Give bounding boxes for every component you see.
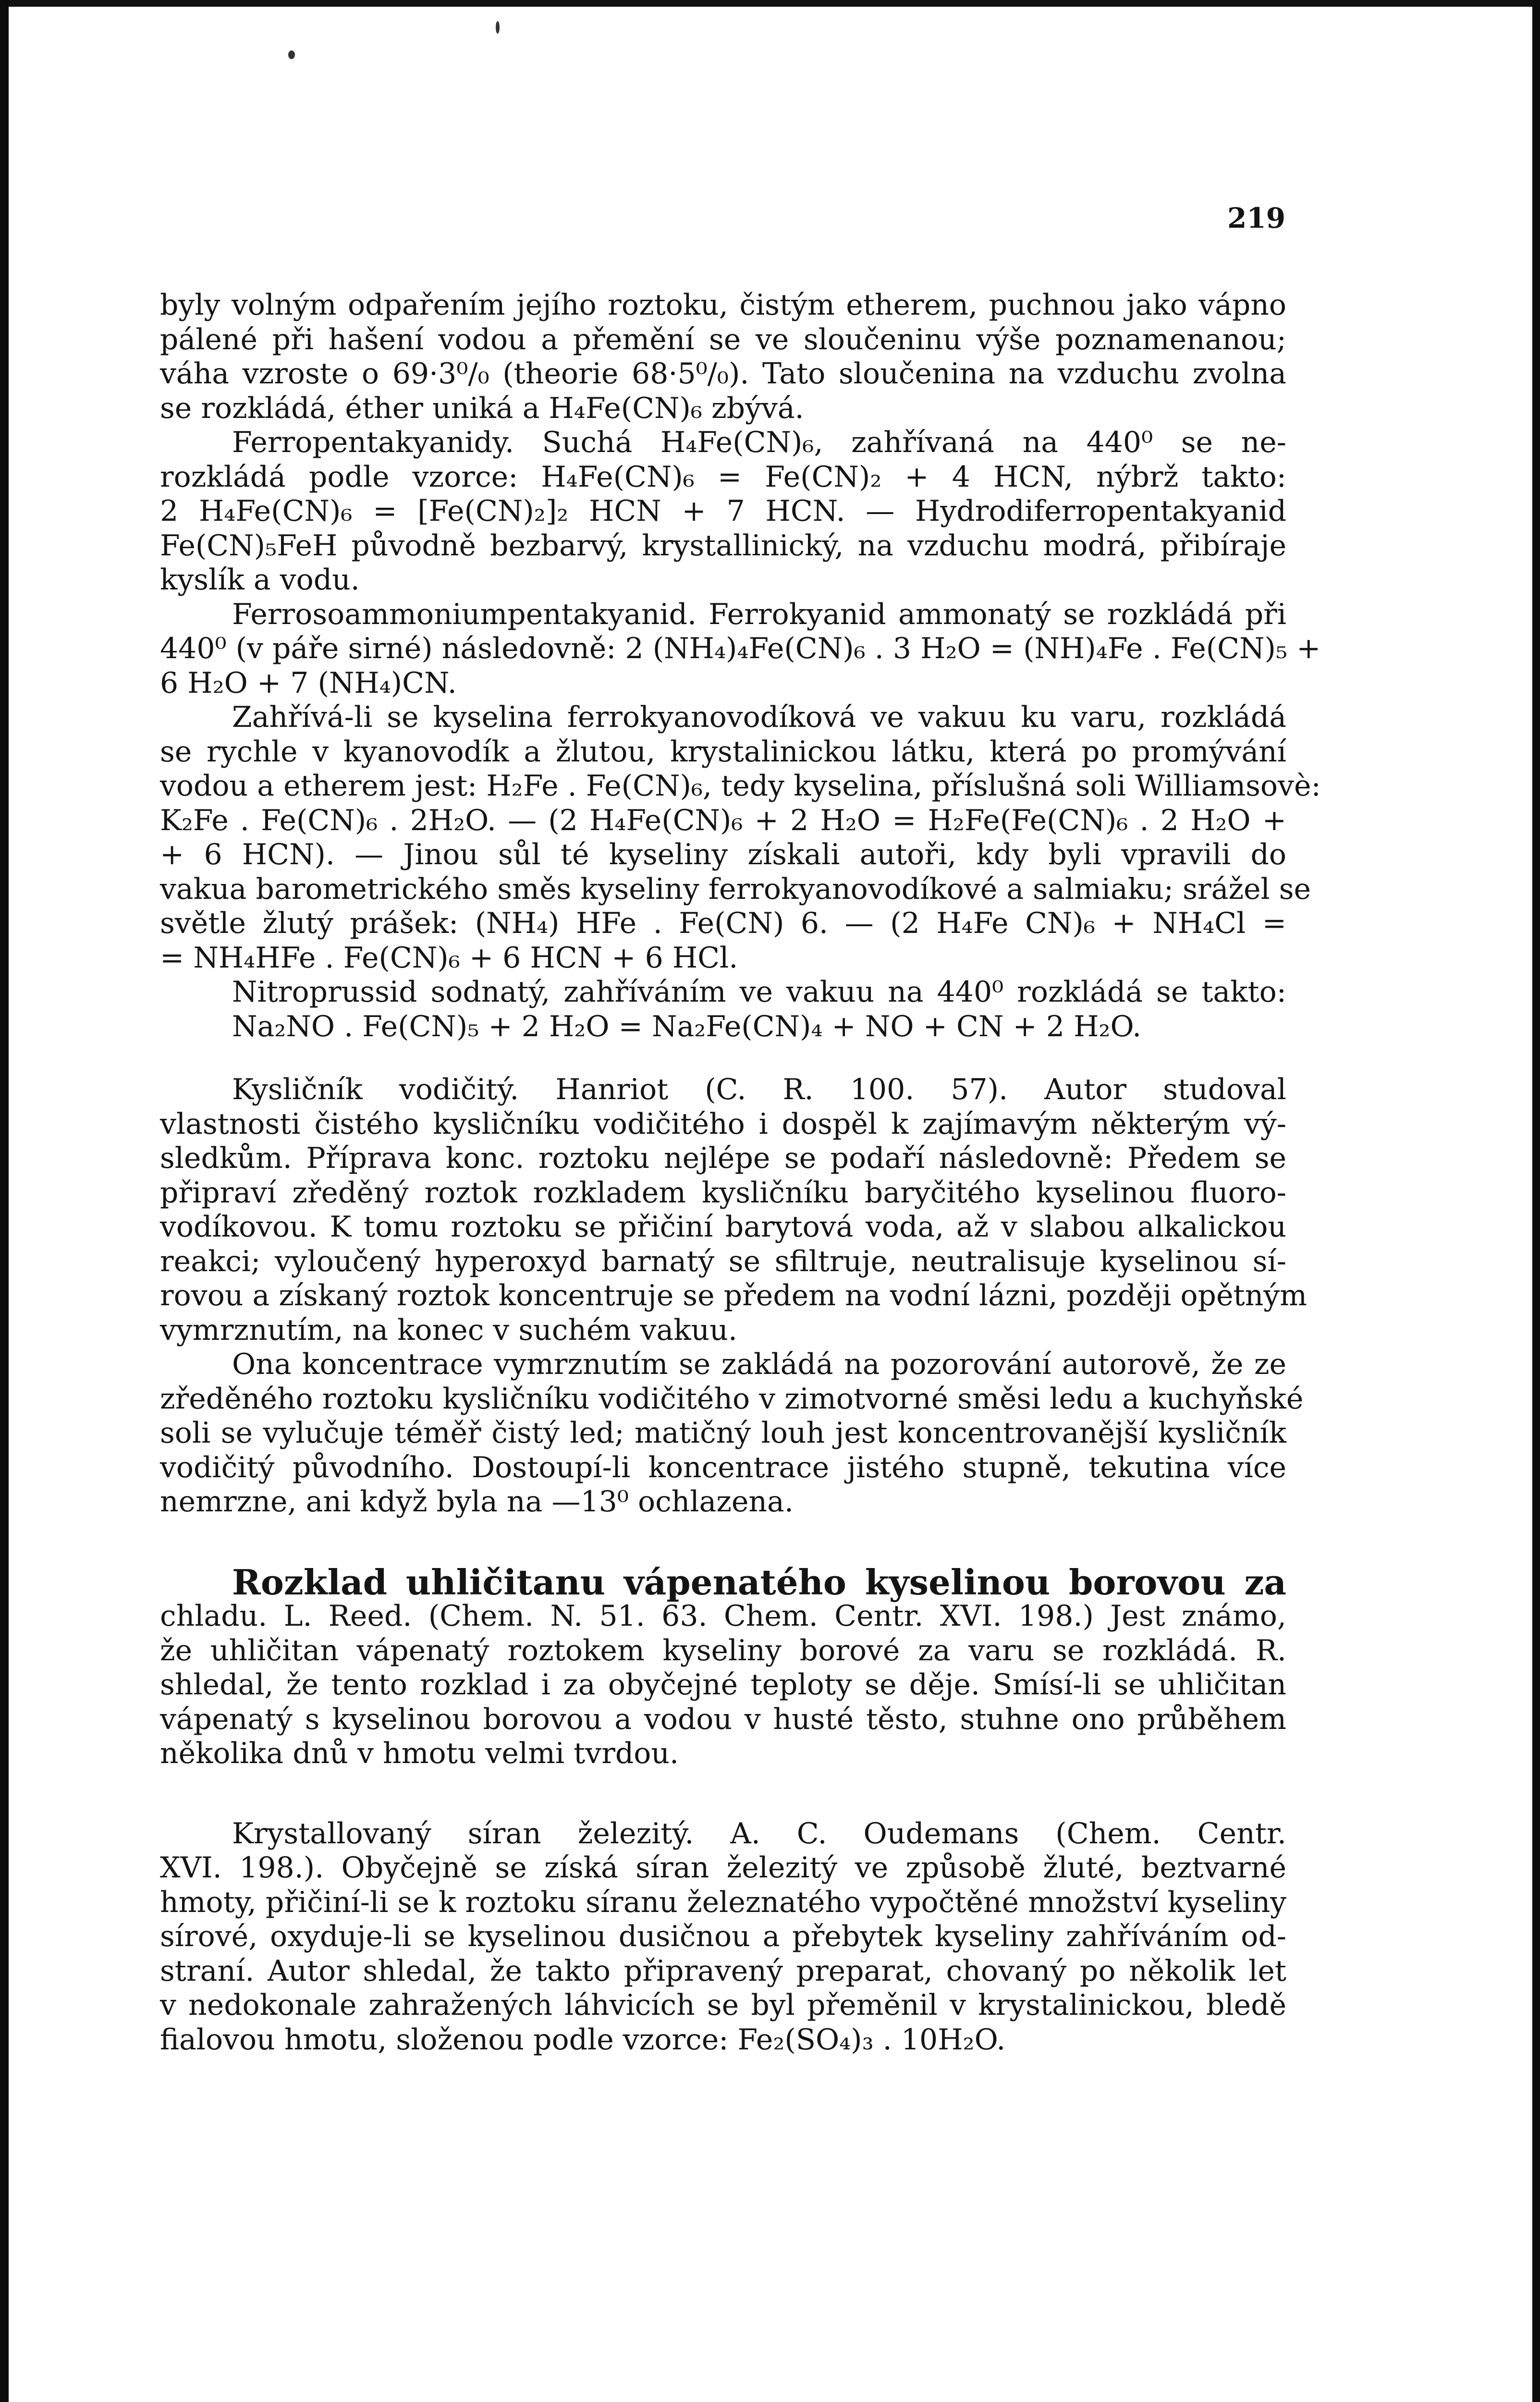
text-line: se rychle v kyanovodík a žlutou, krystalinickou látku, která po promývání bbox=[160, 735, 1286, 769]
text-line: sírové, oxyduje-li se kyselinou dusičnou a přebytek kyseliny zahříváním od- bbox=[160, 1920, 1286, 1953]
text-line: = NH₄HFe . Fe(CN)₆ + 6 HCN + 6 HCl. bbox=[160, 941, 738, 975]
subsection-ferropentakyanidy: Ferropentakyanidy. Suchá H₄Fe(CN)₆, zahřívaná na 440⁰ se ne- bbox=[232, 426, 1286, 459]
text-line: vlastnosti čistého kysličníku vodičitého i dospěl k zajímavým některým vý- bbox=[160, 1107, 1286, 1141]
text-line: vápenatý s kyselinou borovou a vodou v husté těsto, stuhne ono průběhem bbox=[160, 1702, 1286, 1736]
text-line: vodíkovou. K tomu roztoku se přičiní barytová voda, až v slabou alkalickou bbox=[160, 1210, 1286, 1244]
text-line: Fe(CN)₅FeH původně bezbarvý, krystallinický, na vzduchu modrá, přibíraje bbox=[160, 528, 1286, 563]
text-line: pálené při hašení vodou a přemění se ve sloučeninu výše poznamenanou; bbox=[160, 322, 1286, 356]
text-line: několika dnů v hmotu velmi tvrdou. bbox=[160, 1737, 679, 1770]
section-gap bbox=[160, 1771, 1286, 1817]
text-line: se rozkládá, éther uniká a H₄Fe(CN)₆ zbývá. bbox=[160, 391, 804, 425]
text-line: v nedokonale zahražených láhvicích se byl přeměnil v krystalinickou, bledě bbox=[160, 1988, 1286, 2022]
text-line: XVI. 198.). Obyčejně se získá síran železitý ve způsobě žluté, beztvarné bbox=[160, 1851, 1286, 1885]
text-line: Ona koncentrace vymrznutím se zakládá na pozorování autorově, že ze bbox=[232, 1348, 1286, 1381]
text-line: K₂Fe . Fe(CN)₆ . 2H₂O. — (2 H₄Fe(CN)₆ + 2 H₂O = H₂Fe(Fe(CN)₆ . 2 H₂O + bbox=[160, 803, 1286, 837]
text-line: světle žlutý prášek: (NH₄) HFe . Fe(CN) 6. — (2 H₄Fe CN)₆ + NH₄Cl = bbox=[160, 907, 1286, 940]
text-line: vakua barometrického směs kyseliny ferrokyanovodíkové a salmiaku; srážel se bbox=[160, 872, 1311, 906]
subsection-nitroprussid: Nitroprussid sodnatý, zahříváním ve vakuu na 440⁰ rozkládá se takto: bbox=[232, 975, 1286, 1009]
text-line: Zahřívá-li se kyselina ferrokyanovodíková ve vakuu ku varu, rozkládá bbox=[232, 700, 1286, 734]
text-line: byly volným odpařením jejího roztoku, čistým etherem, puchnou jako vápno bbox=[160, 288, 1286, 322]
section-gap bbox=[160, 1044, 1286, 1073]
text-line: + 6 HCN). — Jinou sůl té kyseliny získali autoři, kdy byli vpravili do bbox=[160, 838, 1286, 871]
text-line: vodičitý původního. Dostoupí-li koncentrace jistého stupně, tekutina více bbox=[160, 1450, 1286, 1484]
text-line: připraví zředěný roztok rozkladem kysličníku baryčitého kyselinou fluoro- bbox=[160, 1176, 1286, 1210]
scan-border-left bbox=[0, 0, 9, 2402]
text-line: fialovou hmotu, složenou podle vzorce: Fe₂(SO₄)₃ . 10H₂O. bbox=[160, 2022, 1006, 2057]
text-line: vodou a etherem jest: H₂Fe . Fe(CN)₆, tedy kyselina, příslušná soli Williamsovè: bbox=[160, 769, 1321, 803]
text-line: 440⁰ (v páře sirné) následovně: 2 (NH₄)₄Fe(CN)₆ . 3 H₂O = (NH)₄Fe . Fe(CN)₅ + bbox=[160, 632, 1321, 665]
text-line: zředěného roztoku kysličníku vodičitého v zimotvorné směsi ledu a kuchyňské bbox=[160, 1382, 1304, 1416]
text-line: 2 H₄Fe(CN)₆ = [Fe(CN)₂]₂ HCN + 7 HCN. — Hydrodiferropentakyanid bbox=[160, 494, 1286, 528]
text-line: nemrzne, ani když byla na —13⁰ ochlazena. bbox=[160, 1485, 794, 1519]
text-line: reakci; vyloučený hyperoxyd barnatý se sfiltruje, neutralisuje kyselinou sí- bbox=[160, 1244, 1286, 1278]
text-line: straní. Autor shledal, že takto připravený preparat, chovaný po několik let bbox=[160, 1954, 1286, 1988]
text-line: soli se vylučuje téměř čistý led; matičný louh jest koncentrovanější kysličník bbox=[160, 1416, 1286, 1450]
text-line: rovou a získaný roztok koncentruje se předem na vodní lázni, později opětným bbox=[160, 1279, 1308, 1312]
subsection-ferrosoammoniumpentakyanid: Ferrosoammoniumpentakyanid. Ferrokyanid ammonatý se rozkládá při bbox=[232, 597, 1286, 631]
section-heading-kyslicnik-vodicity: Kysličník vodičitý. Hanriot (C. R. 100. 57). Autor studoval bbox=[232, 1073, 1286, 1106]
text-line: 6 H₂O + 7 (NH₄)CN. bbox=[160, 666, 457, 700]
text-line: kyslík a vodu. bbox=[160, 563, 360, 597]
text-line: rozkládá podle vzorce: H₄Fe(CN)₆ = Fe(CN)₂ + 4 HCN, nýbrž takto: bbox=[160, 460, 1286, 494]
page-body bbox=[160, 288, 1321, 2057]
text-line: že uhličitan vápenatý roztokem kyseliny borové za varu se rozkládá. R. bbox=[160, 1633, 1286, 1667]
section-heading-krystallovany-siran: Krystallovaný síran železitý. A. C. Oudemans (Chem. Centr. bbox=[232, 1816, 1286, 1851]
text-line: váha vzroste o 69·3⁰/₀ (theorie 68·5⁰/₀). Tato sloučenina na vzduchu zvolna bbox=[160, 357, 1286, 391]
scan-speck bbox=[496, 21, 500, 34]
section-heading-rozklad: Rozklad uhličitanu vápenatého kyselinou borovou za bbox=[232, 1561, 1286, 1603]
scan-border-top bbox=[0, 0, 1540, 7]
section-gap bbox=[160, 1520, 1286, 1565]
scan-speck bbox=[288, 50, 295, 59]
formula-line: Na₂NO . Fe(CN)₅ + 2 H₂O = Na₂Fe(CN)₄ + NO + CN + 2 H₂O. bbox=[232, 1009, 1142, 1043]
text-line: vymrznutím, na konec v suchém vakuu. bbox=[160, 1313, 737, 1347]
page-number: 219 bbox=[1227, 202, 1286, 234]
text-line: sledkům. Příprava konc. roztoku nejlépe se podaří následovně: Předem se bbox=[160, 1141, 1286, 1175]
text-line: hmoty, přičiní-li se k roztoku síranu železnatého vypočtěné množství kyseliny bbox=[160, 1885, 1286, 1919]
scan-border-right bbox=[1532, 0, 1540, 2402]
text-line: chladu. L. Reed. (Chem. N. 51. 63. Chem. Centr. XVI. 198.) Jest známo, bbox=[160, 1599, 1286, 1633]
text-line: shledal, že tento rozklad i za obyčejné teploty se děje. Smísí-li se uhličitan bbox=[160, 1668, 1286, 1702]
